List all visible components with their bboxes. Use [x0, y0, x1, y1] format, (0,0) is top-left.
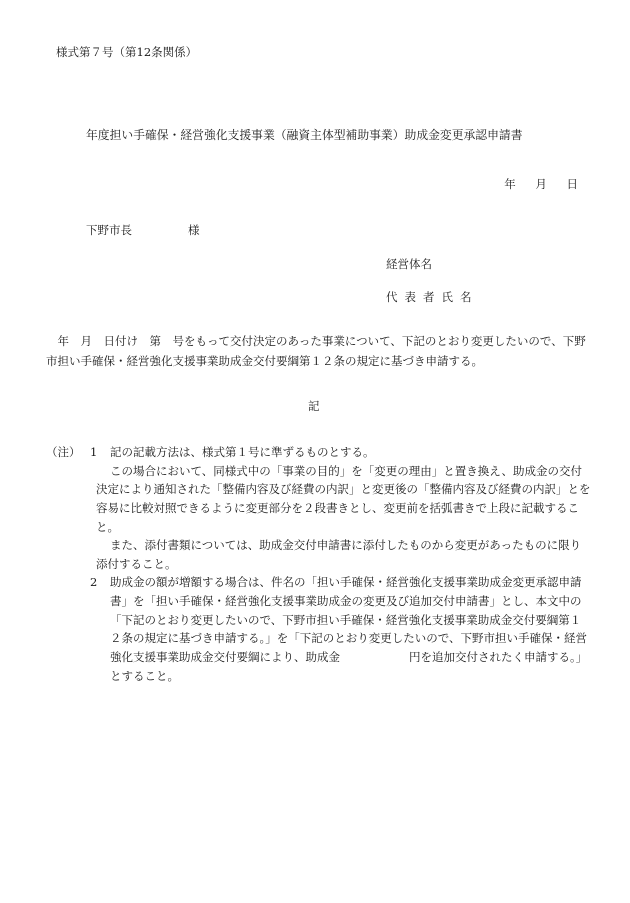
addressee-honorific: 様: [188, 223, 200, 237]
addressee-name: 下野市長: [86, 223, 132, 237]
form-number: 様式第７号（第12条関係）: [56, 45, 198, 59]
date-year: 年: [504, 177, 516, 191]
representative-name-label: 代表者氏名: [386, 290, 479, 304]
note-1-paragraph-2: また、添付書類については、助成金交付申請書に添付したものから変更があったものに限り添付すること。: [96, 538, 582, 571]
addressee: [86, 222, 200, 240]
entity-name-label: 経営体名: [386, 257, 432, 271]
note-number-1: 1: [90, 445, 98, 459]
note-item-2: [46, 573, 591, 685]
note-text-1: 記の記載方法は、様式第１号に準ずるものとする。: [110, 445, 375, 459]
note-1-paragraph-1: この場合において、同様式中の「事業の目的」を「変更の理由」と置き換え、助成金の交付決定により通知された「整備内容及び経費の内訳」と変更後の「整備内容及び経費の内訳」とを容易に比較対照できるように変更部分を２段書きとし、変更前を括弧書きで上段に記載すること。: [96, 463, 591, 534]
ki-heading: 記: [308, 399, 320, 413]
notes-section: [46, 443, 591, 685]
date-day: 日: [566, 177, 578, 191]
document-title: 年度担い手確保・経営強化支援事業（融資主体型補助事業）助成金変更承認申請書: [86, 128, 523, 142]
body-paragraph: 年 月 日付け 第 号をもって交付決定のあった事業について、下記のとおり変更したいので、下野市担い手確保・経営強化支援事業助成金交付要綱第１２条の規定に基づき申請する。: [46, 334, 586, 369]
note-text-2: 助成金の額が増額する場合は、件名の「担い手確保・経営強化支援事業助成金変更承認申請書」を「担い手確保・経営強化支援事業助成金の変更及び追加交付申請書」とし、本文中の「下記のとおり変更したいので、下野市担い手確保・経営強化支援事業助成金交付要綱第１２条の規定に基づき申請する。」を「下記のとおり変更したいので、下野市担い手確保・経営強化支援事業助成金交付要綱により、助成金 円を追加交付されたく申請する。」とすること。: [110, 575, 588, 683]
notes-prefix: （注）: [46, 445, 81, 459]
date-line: [488, 176, 578, 194]
note-item-1: [46, 443, 591, 462]
note-number-2: 2: [90, 575, 98, 590]
date-month: 月: [535, 177, 547, 191]
